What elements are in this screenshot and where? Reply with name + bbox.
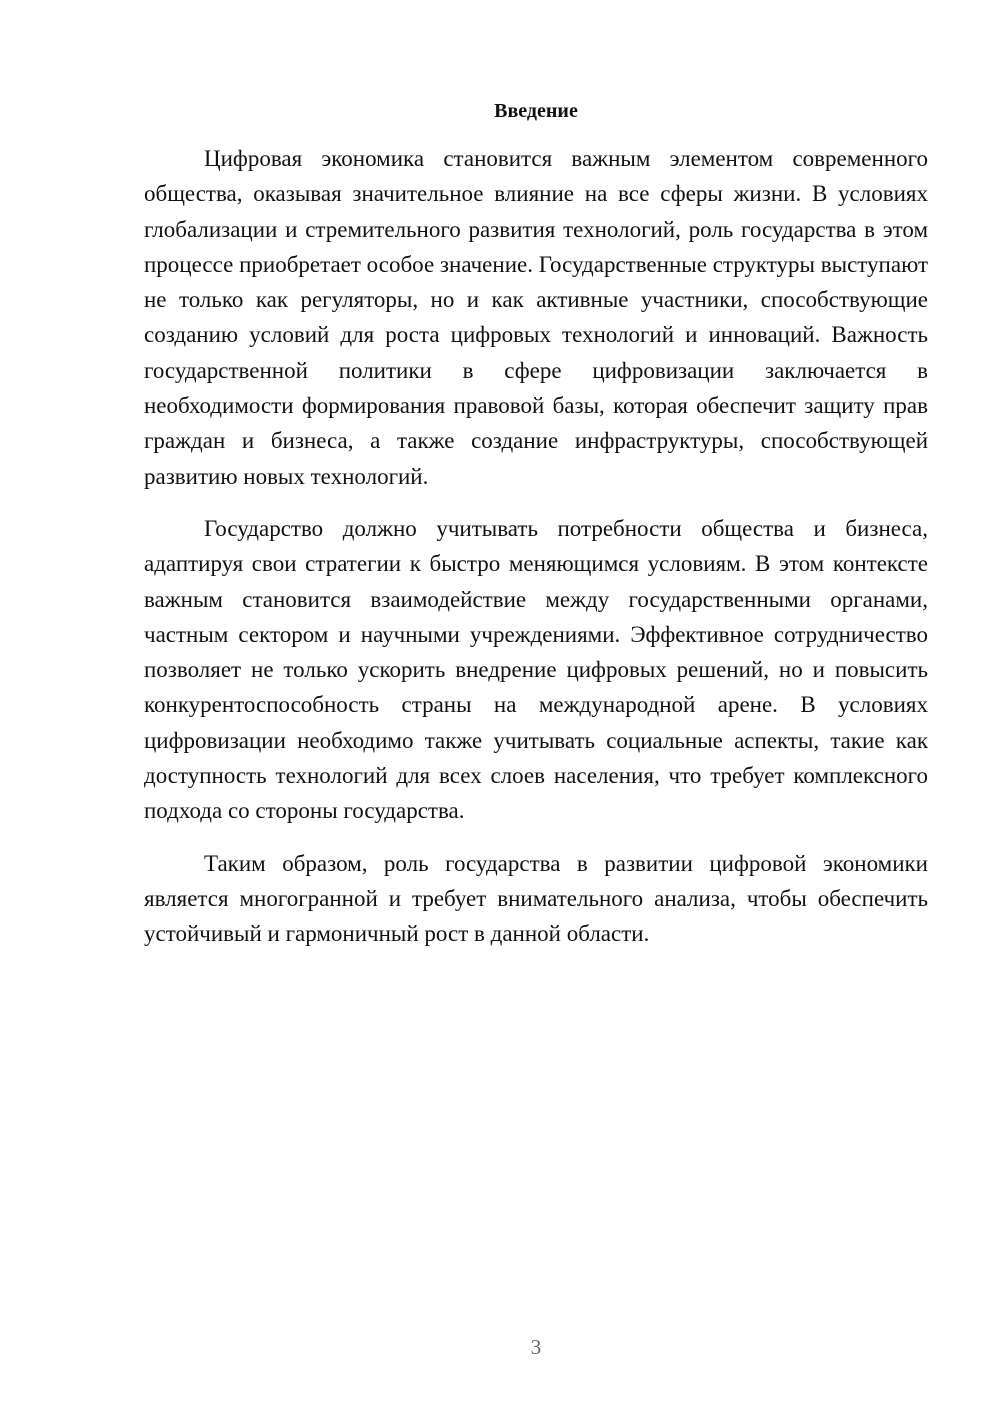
body-text xyxy=(144,141,928,969)
paragraph-1: Цифровая экономика становится важным элементом современного общества, оказывая значительное влияние на все сферы жизни. В условиях глобализации и стремительного развития технологий, роль государства в этом процессе приобретает особое значение. Государственные структуры выступают не только как регуляторы, но и как активные участники, способствующие созданию условий для роста цифровых технологий и инноваций. Важность государственной политики в сфере цифровизации заключается в необходимости формирования правовой базы, которая обеспечит защиту прав граждан и бизнеса, а также создание инфраструктуры, способствующей развитию новых технологий. xyxy=(144,146,928,489)
paragraph-2: Государство должно учитывать потребности общества и бизнеса, адаптируя свои стратегии к быстро меняющимся условиям. В этом контексте важным становится взаимодействие между государственными органами, частным сектором и научными учреждениями. Эффективное сотрудничество позволяет не только ускорить внедрение цифровых решений, но и повысить конкурентоспособность страны на международной арене. В условиях цифровизации необходимо также учитывать социальные аспекты, такие как доступность технологий для всех слоев населения, что требует комплексного подхода со стороны государства. xyxy=(144,515,928,824)
page-number: 3 xyxy=(530,1335,542,1359)
paragraph-3: Таким образом, роль государства в развитии цифровой экономики является многогранной и требует внимательного анализа, чтобы обеспечить устойчивый и гармоничный рост в данной области. xyxy=(144,850,928,947)
section-heading: Введение xyxy=(494,100,578,122)
